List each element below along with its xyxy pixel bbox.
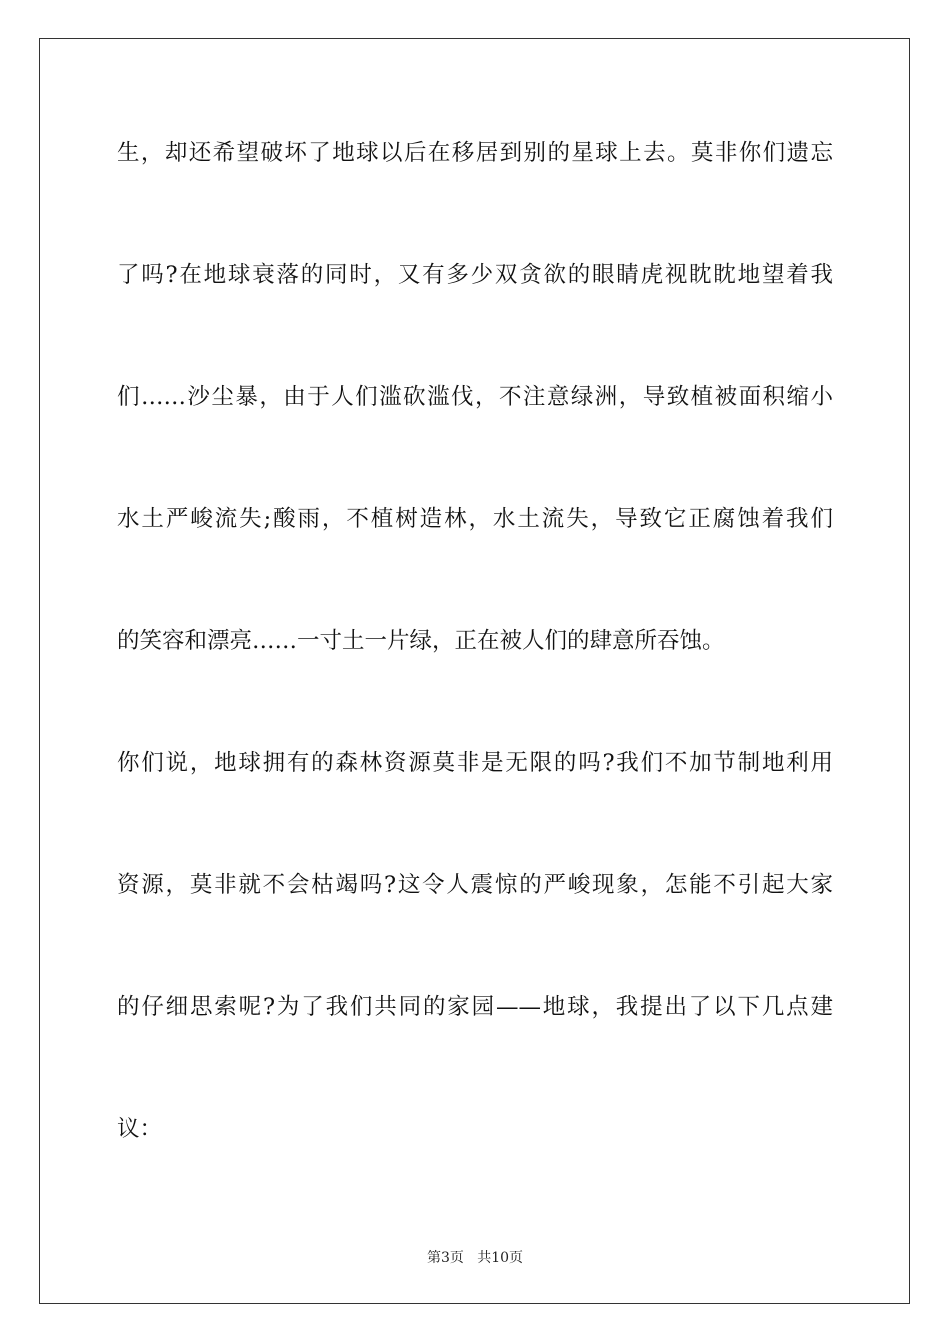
text-line: 水土严峻流失;酸雨，不植树造林，水土流失，导致它正腐蚀着我们 <box>117 506 833 532</box>
text-line: 们……沙尘暴，由于人们滥砍滥伐，不注意绿洲，导致植被面积缩小 <box>117 384 833 410</box>
text-line: 生，却还希望破坏了地球以后在移居到别的星球上去。莫非你们遗忘 <box>117 140 833 166</box>
text-line: 资源，莫非就不会枯竭吗?这令人震惊的严峻现象，怎能不引起大家 <box>117 872 833 898</box>
text-line: 议： <box>117 1116 163 1142</box>
document-body <box>117 125 833 1223</box>
page-number: 第3页 共10页 <box>426 1250 524 1266</box>
text-line: 的笑容和漂亮……一寸土一片绿，正在被人们的肆意所吞蚀。 <box>117 628 725 654</box>
text-line: 你们说，地球拥有的森林资源莫非是无限的吗?我们不加节制地利用 <box>117 750 833 776</box>
page-footer <box>0 1247 950 1267</box>
text-line: 的仔细思索呢?为了我们共同的家园——地球，我提出了以下几点建 <box>117 994 833 1020</box>
text-line: 了吗?在地球衰落的同时，又有多少双贪欲的眼睛虎视眈眈地望着我 <box>117 262 833 288</box>
